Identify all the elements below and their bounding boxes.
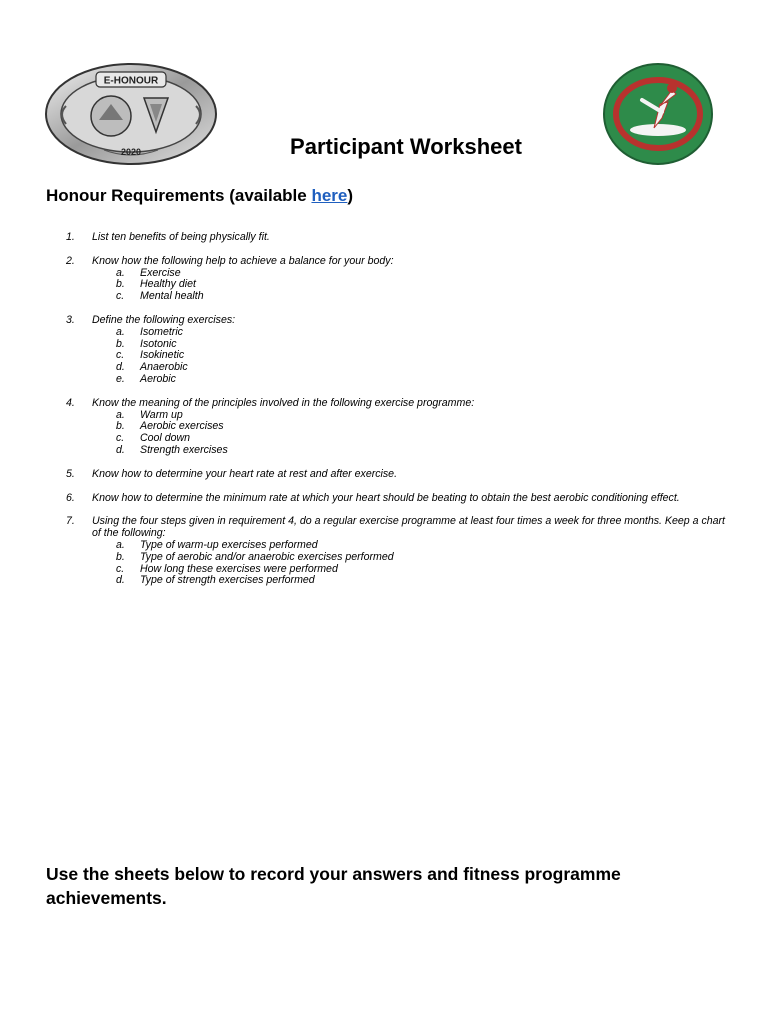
sub-requirement-letter: a. [116, 538, 125, 551]
requirement-text: Define the following exercises: [92, 313, 236, 326]
requirement-text: List ten benefits of being physically fit. [92, 231, 270, 243]
sub-requirement-text: Aerobic [140, 372, 176, 385]
sub-requirement-letter: d. [116, 443, 125, 456]
sub-requirement-letter: a. [116, 325, 125, 338]
instructions-note: Use the sheets below to record your answers and fitness programme achievements. [46, 864, 621, 908]
requirement-item [66, 398, 736, 457]
sub-requirement-item [92, 291, 736, 303]
sub-requirement-item [92, 339, 736, 351]
requirements-heading-suffix: ) [347, 186, 354, 205]
sub-requirement-letter: c. [116, 349, 125, 362]
requirement-item [66, 516, 736, 587]
requirement-item [66, 493, 736, 505]
sub-requirement-text: Isokinetic [140, 349, 185, 362]
sub-requirement-item [92, 362, 736, 374]
requirements-list [66, 232, 736, 599]
sub-requirement-letter: b. [116, 278, 125, 291]
requirement-number: 5. [66, 467, 75, 480]
sub-requirement-text: Type of warm-up exercises performed [140, 538, 318, 551]
requirements-link[interactable]: here [311, 186, 348, 205]
sub-requirement-letter: d. [116, 574, 125, 587]
page-title: Participant Worksheet [290, 134, 522, 159]
sub-requirement-item [92, 445, 736, 457]
sub-requirement-letter: b. [116, 337, 125, 350]
sub-requirement-letter: e. [116, 372, 125, 385]
requirement-item [66, 315, 736, 386]
sub-requirement-item [92, 575, 736, 587]
sub-requirement-text: Anaerobic [140, 361, 188, 374]
requirements-heading-prefix: Honour Requirements (available [46, 186, 312, 205]
sub-requirement-text: Isometric [140, 325, 183, 338]
sub-requirement-text: Cool down [140, 432, 191, 445]
sub-requirement-text: Strength exercises [140, 443, 228, 456]
requirement-number: 6. [66, 491, 75, 504]
sub-requirement-text: Type of strength exercises performed [140, 574, 315, 587]
sub-requirement-item [92, 350, 736, 362]
requirement-text: Using the four steps given in requirement 4, do a regular exercise programme at least four times a week for three months. Keep a chart of the following: [92, 515, 725, 540]
requirement-number: 3. [66, 313, 75, 326]
sub-requirement-list [92, 540, 736, 587]
sub-requirement-letter: a. [116, 408, 125, 421]
sub-requirement-text: Isotonic [140, 337, 177, 350]
requirement-item [66, 256, 736, 303]
sub-requirement-text: How long these exercises were performed [140, 562, 338, 575]
sub-requirement-text: Warm up [140, 408, 183, 421]
sub-requirement-text: Mental health [140, 290, 204, 303]
sub-requirement-item [92, 327, 736, 339]
sub-requirement-letter: d. [116, 361, 125, 374]
sub-requirement-letter: c. [116, 562, 125, 575]
sub-requirement-text: Aerobic exercises [140, 420, 224, 433]
requirement-text: Know how the following help to achieve a balance for your body: [92, 254, 394, 267]
requirement-number: 4. [66, 396, 75, 409]
sub-requirement-text: Healthy diet [140, 278, 196, 291]
sub-requirement-item [92, 374, 736, 386]
sub-requirement-letter: c. [116, 290, 125, 303]
sub-requirement-letter: b. [116, 550, 125, 563]
sub-requirement-item [92, 540, 736, 552]
requirement-text: Know how to determine your heart rate at rest and after exercise. [92, 467, 398, 480]
sub-requirement-list [92, 268, 736, 303]
sub-requirement-list [92, 410, 736, 457]
sub-requirement-letter: b. [116, 420, 125, 433]
requirement-text: Know the meaning of the principles involved in the following exercise programme: [92, 396, 475, 409]
sub-requirement-list [92, 327, 736, 386]
requirements-heading [46, 186, 353, 206]
requirement-number: 2. [66, 254, 75, 267]
requirement-item [66, 469, 736, 481]
requirement-number: 1. [66, 231, 75, 243]
requirement-text: Know how to determine the minimum rate at which your heart should be beating to obtain the best aerobic conditioning effect. [92, 491, 680, 504]
requirement-item [66, 232, 736, 244]
sub-requirement-text: Type of aerobic and/or anaerobic exercises performed [140, 550, 394, 563]
badge-year-text: 2020 [120, 147, 142, 157]
sub-requirement-letter: a. [116, 266, 125, 279]
badge-banner-text: E-HONOUR [103, 75, 159, 87]
sub-requirement-item [92, 552, 736, 564]
sub-requirement-letter: c. [116, 432, 125, 445]
sub-requirement-text: Exercise [140, 266, 181, 279]
requirement-number: 7. [66, 515, 75, 528]
